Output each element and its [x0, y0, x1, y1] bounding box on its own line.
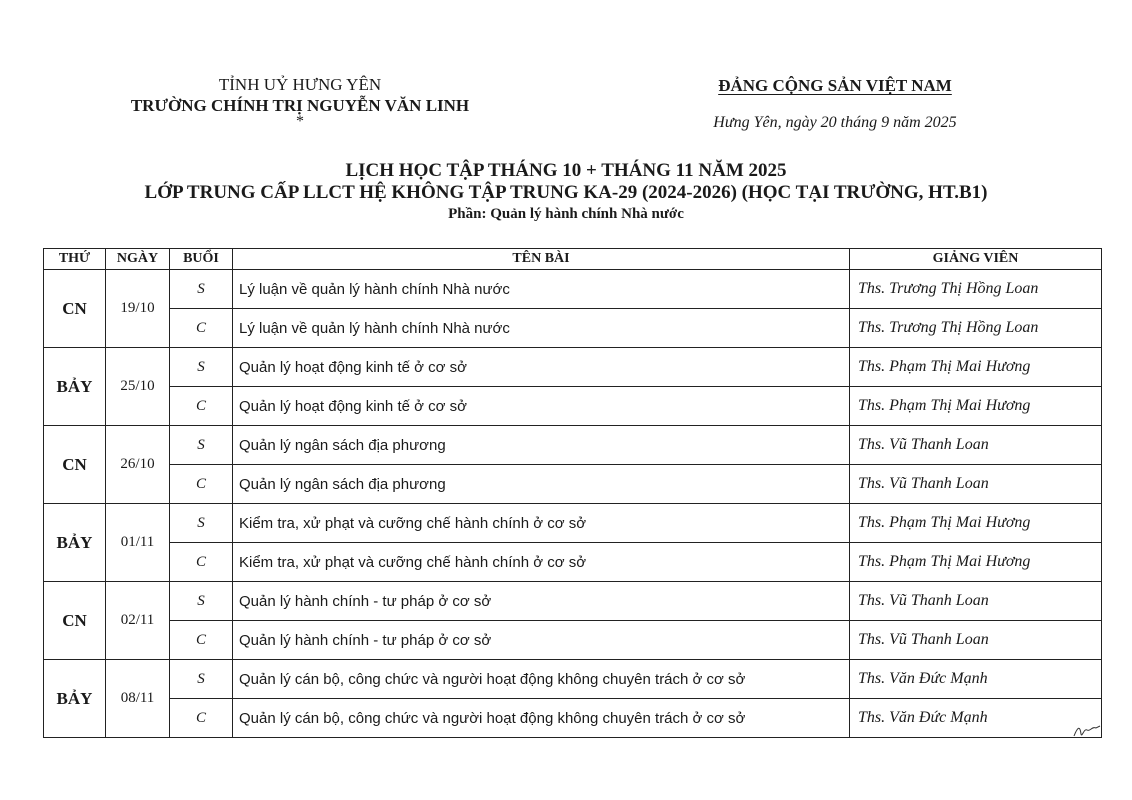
session-cell: C	[170, 621, 233, 660]
teacher-cell: Ths. Vũ Thanh Loan	[850, 426, 1102, 465]
table-row	[44, 309, 1102, 348]
table-row	[44, 660, 1102, 699]
session-cell: S	[170, 660, 233, 699]
teacher-cell: Ths. Phạm Thị Mai Hương	[850, 543, 1102, 582]
session-cell: S	[170, 426, 233, 465]
table-row	[44, 504, 1102, 543]
date-cell: 02/11	[106, 582, 170, 660]
session-cell: S	[170, 270, 233, 309]
party-block	[690, 76, 980, 132]
issuer-province: TỈNH UỶ HƯNG YÊN	[218, 75, 382, 94]
session-cell: C	[170, 387, 233, 426]
schedule-table	[43, 248, 1102, 738]
teacher-cell: Ths. Vũ Thanh Loan	[850, 621, 1102, 660]
document-title: LỊCH HỌC TẬP THÁNG 10 + THÁNG 11 NĂM 2025	[345, 160, 787, 181]
signature-mark	[1072, 722, 1102, 740]
lesson-cell: Quản lý cán bộ, công chức và người hoạt động không chuyên trách ở cơ sở	[233, 699, 850, 738]
part-label: Phần:	[448, 206, 487, 222]
col-header-teacher: GIẢNG VIÊN	[850, 249, 1102, 270]
teacher-cell: Ths. Phạm Thị Mai Hương	[850, 387, 1102, 426]
date-cell: 01/11	[106, 504, 170, 582]
part-line	[0, 204, 1132, 224]
session-cell: C	[170, 699, 233, 738]
day-cell: CN	[44, 582, 106, 660]
lesson-cell: Quản lý hành chính - tư pháp ở cơ sở	[233, 582, 850, 621]
lesson-cell: Lý luận về quản lý hành chính Nhà nước	[233, 270, 850, 309]
lesson-cell: Quản lý ngân sách địa phương	[233, 465, 850, 504]
session-cell: S	[170, 582, 233, 621]
date-cell: 08/11	[106, 660, 170, 738]
table-row	[44, 543, 1102, 582]
schedule-body	[44, 270, 1102, 738]
day-cell: CN	[44, 270, 106, 348]
day-cell: BẢY	[44, 348, 106, 426]
table-row	[44, 699, 1102, 738]
table-row	[44, 270, 1102, 309]
issuer-block	[100, 74, 500, 128]
teacher-cell: Ths. Vũ Thanh Loan	[850, 582, 1102, 621]
teacher-cell: Ths. Phạm Thị Mai Hương	[850, 348, 1102, 387]
lesson-cell: Kiểm tra, xử phạt và cưỡng chế hành chính ở cơ sở	[233, 504, 850, 543]
table-row	[44, 348, 1102, 387]
teacher-cell: Ths. Trương Thị Hồng Loan	[850, 270, 1102, 309]
col-header-day: THỨ	[44, 249, 106, 270]
teacher-cell: Ths. Trương Thị Hồng Loan	[850, 309, 1102, 348]
day-cell: CN	[44, 426, 106, 504]
lesson-cell: Quản lý hoạt động kinh tế ở cơ sở	[233, 348, 850, 387]
date-cell: 25/10	[106, 348, 170, 426]
col-header-date: NGÀY	[106, 249, 170, 270]
lesson-cell: Quản lý ngân sách địa phương	[233, 426, 850, 465]
col-header-lesson: TÊN BÀI	[233, 249, 850, 270]
session-cell: C	[170, 465, 233, 504]
session-cell: C	[170, 309, 233, 348]
day-cell: BẢY	[44, 660, 106, 738]
date-cell: 26/10	[106, 426, 170, 504]
table-row	[44, 387, 1102, 426]
teacher-cell: Ths. Văn Đức Mạnh	[850, 699, 1102, 738]
session-cell: S	[170, 348, 233, 387]
table-row	[44, 582, 1102, 621]
document-title-block	[0, 160, 1132, 224]
table-row	[44, 621, 1102, 660]
table-header-row	[44, 249, 1102, 270]
teacher-cell: Ths. Văn Đức Mạnh	[850, 660, 1102, 699]
lesson-cell: Kiểm tra, xử phạt và cưỡng chế hành chính ở cơ sở	[233, 543, 850, 582]
col-header-session: BUỔI	[170, 249, 233, 270]
issuer-star: *	[296, 113, 304, 130]
part-value: Quản lý hành chính Nhà nước	[490, 206, 684, 222]
party-name: ĐẢNG CỘNG SẢN VIỆT NAM	[718, 76, 952, 95]
table-row	[44, 426, 1102, 465]
teacher-cell: Ths. Vũ Thanh Loan	[850, 465, 1102, 504]
place-date: Hưng Yên, ngày 20 tháng 9 năm 2025	[713, 114, 957, 131]
table-row	[44, 465, 1102, 504]
lesson-cell: Quản lý hoạt động kinh tế ở cơ sở	[233, 387, 850, 426]
teacher-cell: Ths. Phạm Thị Mai Hương	[850, 504, 1102, 543]
session-cell: S	[170, 504, 233, 543]
day-cell: BẢY	[44, 504, 106, 582]
lesson-cell: Quản lý hành chính - tư pháp ở cơ sở	[233, 621, 850, 660]
issuer-school: TRƯỜNG CHÍNH TRỊ NGUYỄN VĂN LINH	[130, 96, 470, 115]
class-title: LỚP TRUNG CẤP LLCT HỆ KHÔNG TẬP TRUNG KA-29 (2024-2026) (HỌC TẠI TRƯỜNG, HT.B1)	[144, 182, 988, 203]
session-cell: C	[170, 543, 233, 582]
lesson-cell: Lý luận về quản lý hành chính Nhà nước	[233, 309, 850, 348]
date-cell: 19/10	[106, 270, 170, 348]
lesson-cell: Quản lý cán bộ, công chức và người hoạt động không chuyên trách ở cơ sở	[233, 660, 850, 699]
